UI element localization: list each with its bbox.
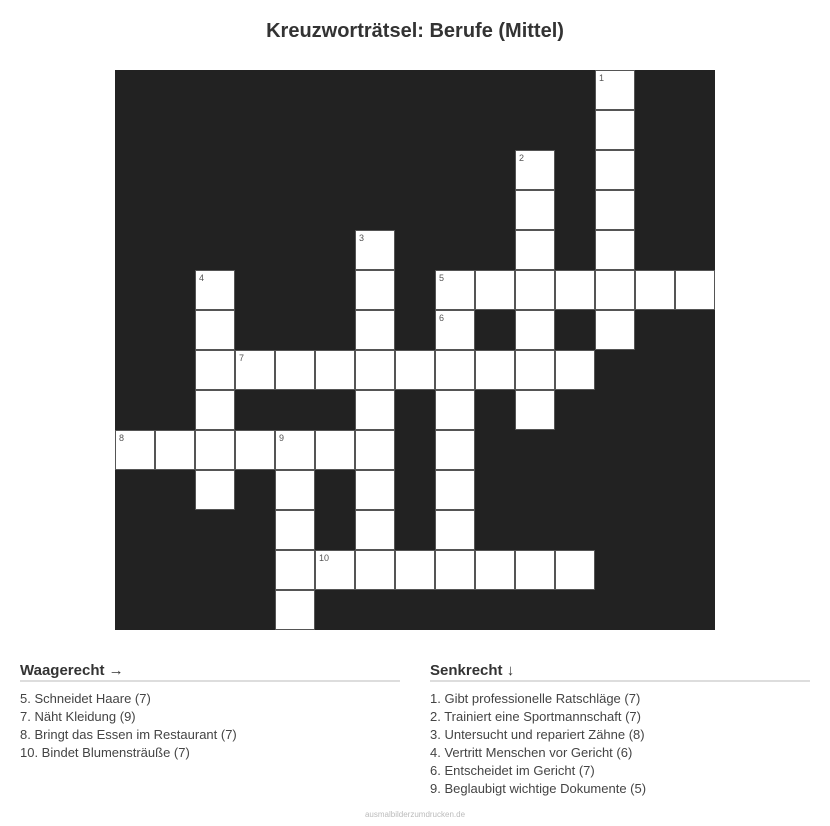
down-clue: 4. Vertritt Menschen vor Gericht (6) <box>430 745 633 760</box>
footer-credit: ausmalbilderzumdrucken.de <box>364 810 466 819</box>
grid-cell[interactable] <box>675 270 715 310</box>
grid-cell[interactable] <box>275 550 315 590</box>
grid-cell[interactable] <box>475 270 515 310</box>
grid-cell[interactable] <box>435 550 475 590</box>
grid-cell[interactable] <box>195 270 235 310</box>
grid-cell[interactable] <box>555 350 595 390</box>
grid-cell[interactable] <box>355 310 395 350</box>
grid-cell[interactable] <box>515 310 555 350</box>
grid-cell[interactable] <box>395 350 435 390</box>
down-clue: 3. Untersucht und repariert Zähne (8) <box>430 727 645 742</box>
down-clue: 2. Trainiert eine Sportmannschaft (7) <box>430 709 641 724</box>
clue-number: 4 <box>199 273 205 283</box>
down-clue: 1. Gibt professionelle Ratschläge (7) <box>430 691 641 706</box>
grid-cell[interactable] <box>275 470 315 510</box>
grid-cell[interactable] <box>395 550 435 590</box>
across-clues <box>20 662 400 762</box>
grid-cell[interactable] <box>355 470 395 510</box>
grid-cell[interactable] <box>595 230 635 270</box>
grid-cell[interactable] <box>515 150 555 190</box>
grid-cell[interactable] <box>595 150 635 190</box>
across-clue-list <box>20 690 400 762</box>
grid-cell[interactable] <box>515 350 555 390</box>
across-heading: Waagerecht → <box>20 662 400 682</box>
grid-cell[interactable] <box>355 230 395 270</box>
grid-cell[interactable] <box>315 550 355 590</box>
grid-cell[interactable] <box>635 270 675 310</box>
crossword-grid <box>115 70 715 630</box>
grid-cell[interactable] <box>435 510 475 550</box>
grid-cell[interactable] <box>315 430 355 470</box>
down-heading: Senkrecht ↓ <box>430 662 810 682</box>
grid-cell[interactable] <box>555 270 595 310</box>
grid-cell[interactable] <box>515 270 555 310</box>
down-clue: 9. Beglaubigt wichtige Dokumente (5) <box>430 781 647 796</box>
clue-number: 9 <box>279 433 285 443</box>
clue-number: 7 <box>239 353 245 363</box>
grid-cell[interactable] <box>275 510 315 550</box>
grid-cell[interactable] <box>435 350 475 390</box>
across-clue: 7. Näht Kleidung (9) <box>20 709 136 724</box>
clue-number: 6 <box>439 313 445 323</box>
grid-cell[interactable] <box>595 110 635 150</box>
down-clue: 6. Entscheidet im Gericht (7) <box>430 763 595 778</box>
grid-cell[interactable] <box>275 350 315 390</box>
grid-cell[interactable] <box>595 310 635 350</box>
grid-cell[interactable] <box>515 550 555 590</box>
grid-cell[interactable] <box>475 550 515 590</box>
grid-cell[interactable] <box>435 310 475 350</box>
across-clue: 5. Schneidet Haare (7) <box>20 691 151 706</box>
grid-cell[interactable] <box>355 350 395 390</box>
grid-cell[interactable] <box>235 430 275 470</box>
grid-cell[interactable] <box>435 430 475 470</box>
grid-cell[interactable] <box>595 70 635 110</box>
clue-number: 10 <box>319 553 330 563</box>
down-clue-list <box>430 690 810 798</box>
grid-cell[interactable] <box>595 190 635 230</box>
grid-cell[interactable] <box>315 350 355 390</box>
grid-cell[interactable] <box>275 590 315 630</box>
grid-cell[interactable] <box>475 350 515 390</box>
grid-cell[interactable] <box>355 550 395 590</box>
grid-cell[interactable] <box>515 390 555 430</box>
grid-cell[interactable] <box>515 230 555 270</box>
grid-cell[interactable] <box>195 430 235 470</box>
clue-number: 1 <box>599 73 605 83</box>
grid-cell[interactable] <box>355 510 395 550</box>
grid-cell[interactable] <box>555 550 595 590</box>
grid-cell[interactable] <box>195 390 235 430</box>
grid-cell[interactable] <box>275 430 315 470</box>
grid-cell[interactable] <box>435 270 475 310</box>
grid-cell[interactable] <box>155 430 195 470</box>
grid-cell[interactable] <box>435 470 475 510</box>
grid-cell[interactable] <box>235 350 275 390</box>
grid-cell[interactable] <box>435 390 475 430</box>
clue-number: 3 <box>359 233 365 243</box>
page-title: Kreuzworträtsel: Berufe (Mittel) <box>266 20 564 42</box>
grid-cell[interactable] <box>595 270 635 310</box>
grid-cell[interactable] <box>195 310 235 350</box>
grid-cell[interactable] <box>115 430 155 470</box>
grid-cell[interactable] <box>355 270 395 310</box>
grid-cell[interactable] <box>355 430 395 470</box>
grid-cell[interactable] <box>515 190 555 230</box>
clue-number: 2 <box>519 153 525 163</box>
grid-cell[interactable] <box>355 390 395 430</box>
clue-number: 8 <box>119 433 125 443</box>
grid-cell[interactable] <box>195 350 235 390</box>
grid-cell[interactable] <box>195 470 235 510</box>
clue-number: 5 <box>439 273 445 283</box>
across-clue: 8. Bringt das Essen im Restaurant (7) <box>20 727 237 742</box>
across-clue: 10. Bindet Blumensträuße (7) <box>20 745 190 760</box>
down-clues <box>430 662 810 798</box>
